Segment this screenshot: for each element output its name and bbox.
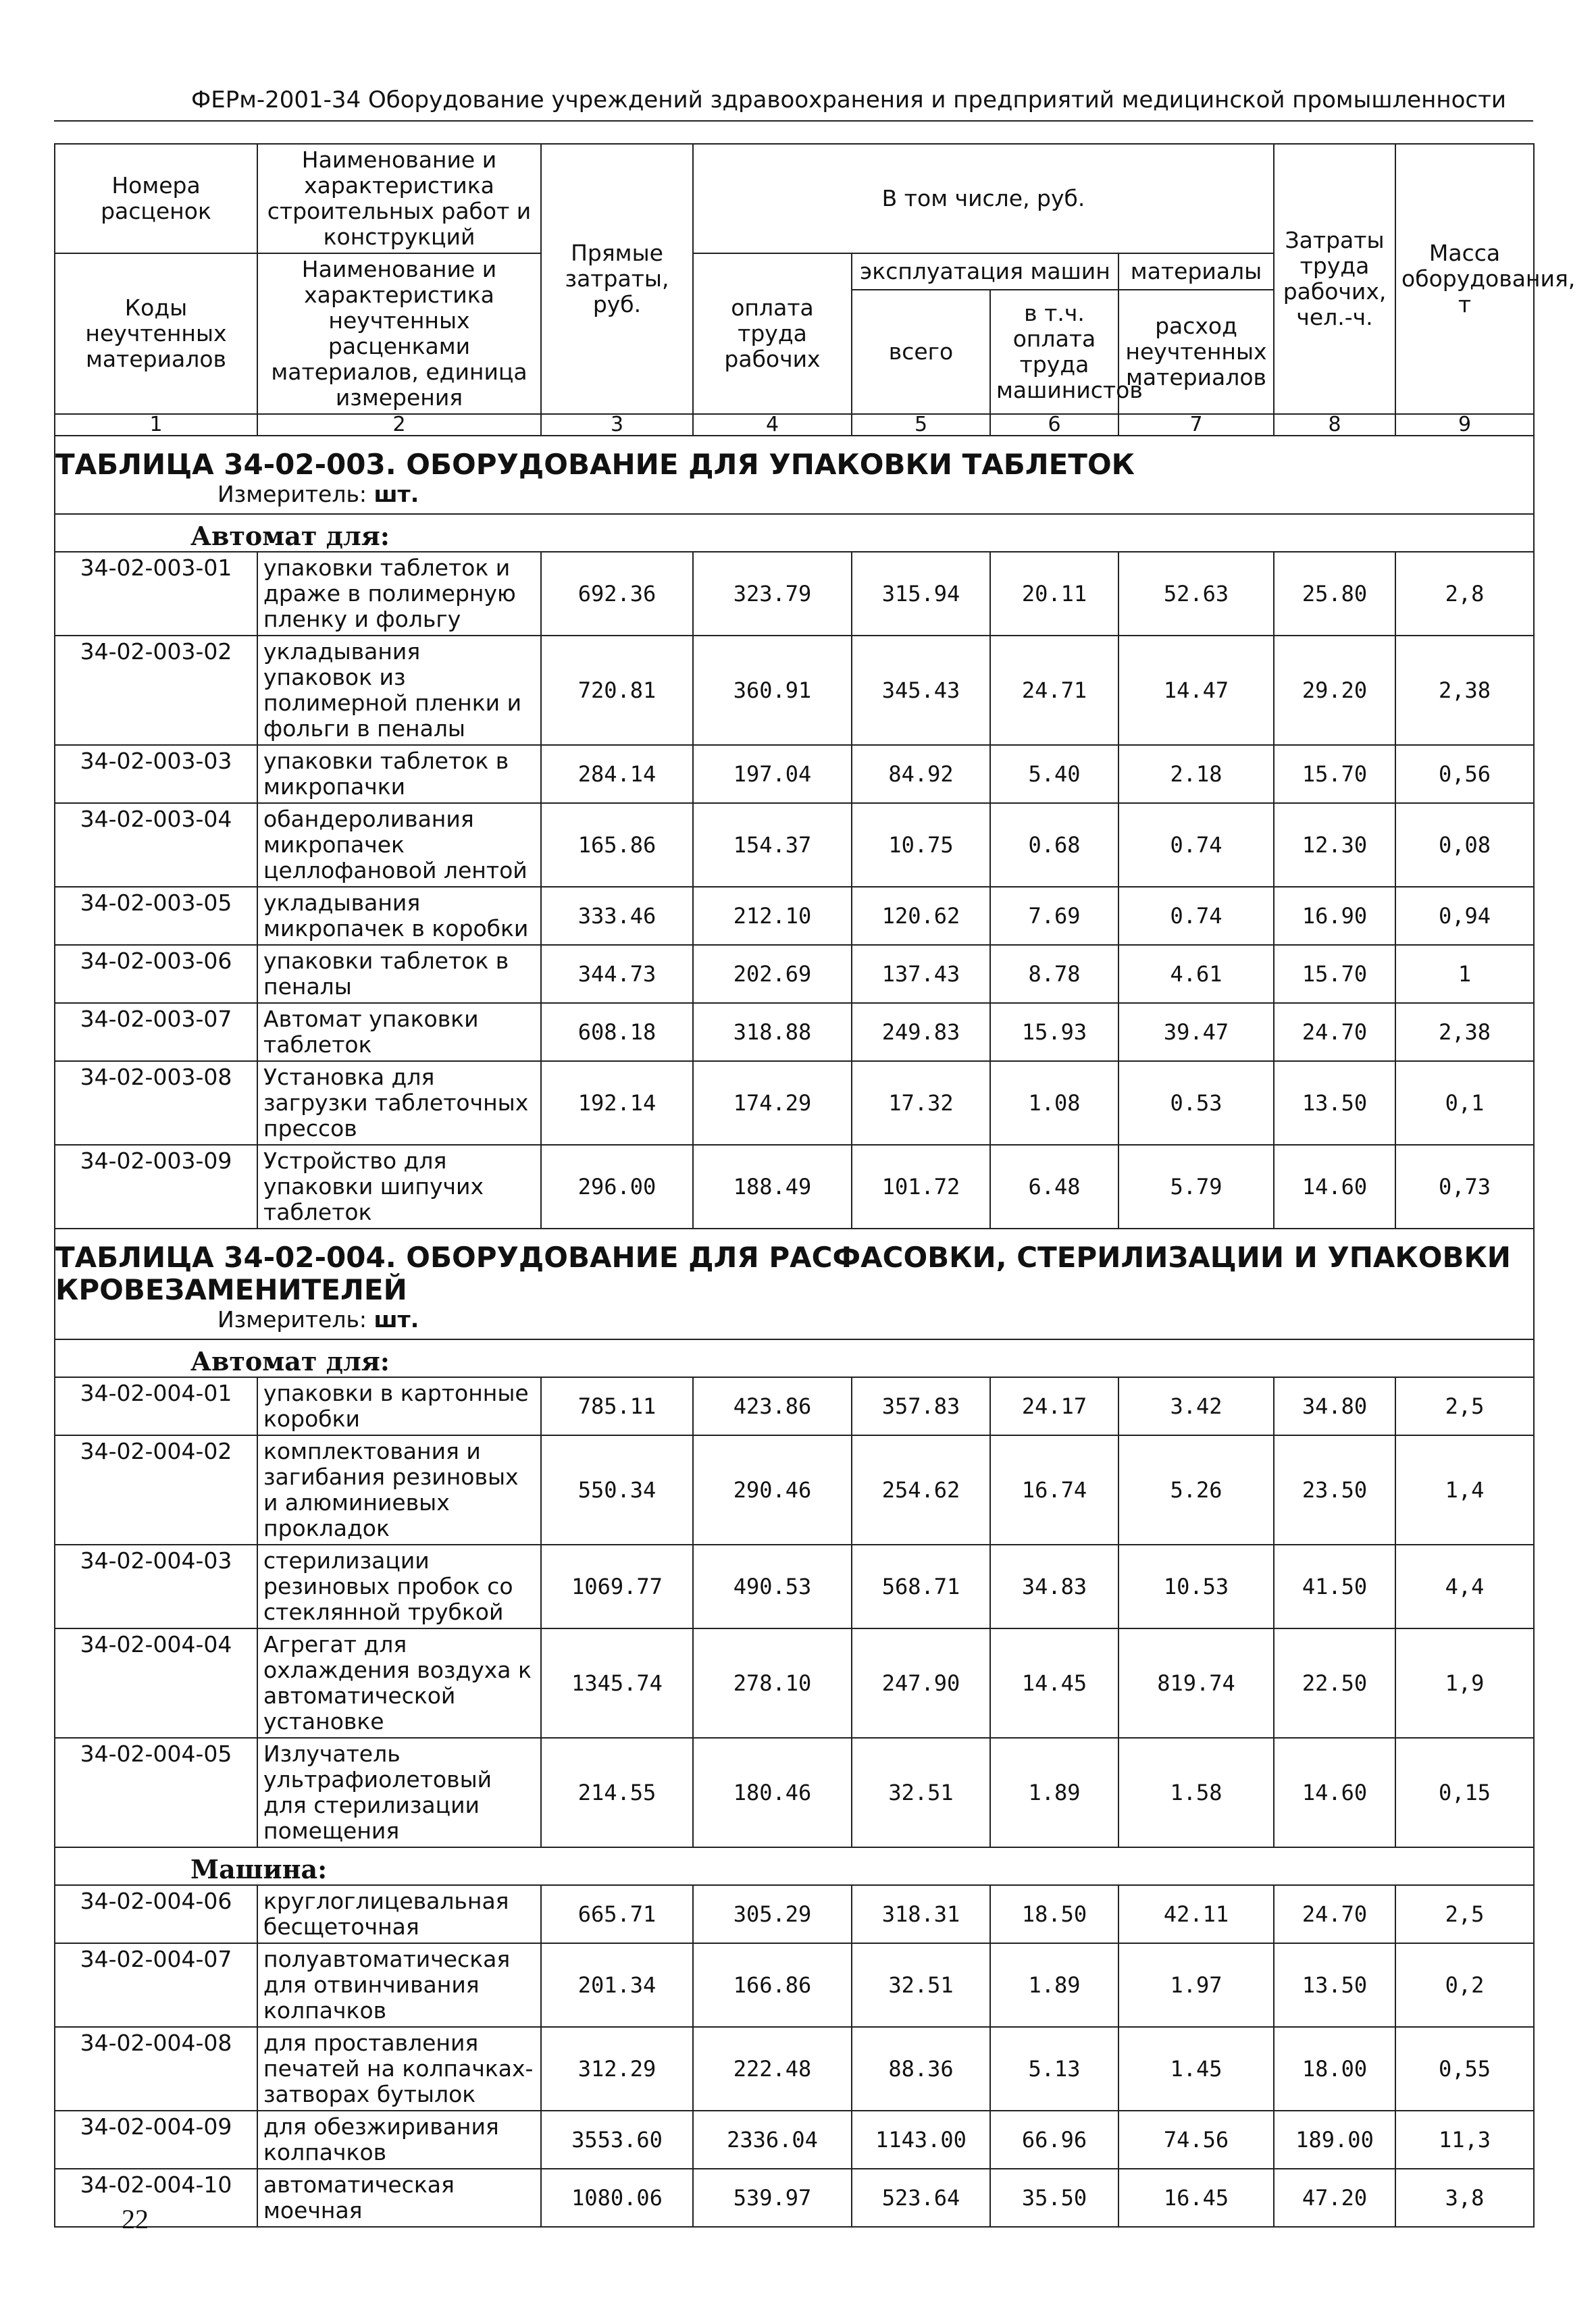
col4-header: оплата труда рабочих: [693, 253, 852, 414]
value-mach: 120.62: [852, 887, 990, 945]
value-mat: 819.74: [1118, 1628, 1274, 1738]
work-name: Автомат упаковки таблеток: [257, 1003, 541, 1061]
work-name: комплектования и загибания резиновых и алюминиевых прокладок: [257, 1435, 541, 1545]
work-name: Агрегат для охлаждения воздуха к автоматической установке: [257, 1628, 541, 1738]
table-row: [55, 1435, 1534, 1545]
col-number: 1: [55, 414, 257, 436]
value-mach-labor: 34.83: [990, 1545, 1118, 1628]
value-mach: 84.92: [852, 745, 990, 803]
value-mass: 2,8: [1395, 552, 1534, 636]
value-labor: 174.29: [693, 1061, 852, 1145]
value-hours: 16.90: [1274, 887, 1395, 945]
value-labor: 180.46: [693, 1738, 852, 1847]
value-mat: 5.26: [1118, 1435, 1274, 1545]
value-mach: 318.31: [852, 1885, 990, 1943]
value-mach-labor: 8.78: [990, 945, 1118, 1003]
table-row: [55, 1885, 1534, 1943]
value-mat: 4.61: [1118, 945, 1274, 1003]
unit-label: Измеритель:: [217, 481, 367, 507]
value-direct: 720.81: [541, 636, 693, 745]
value-mat: 5.79: [1118, 1145, 1274, 1229]
value-mach: 32.51: [852, 1943, 990, 2027]
value-hours: 13.50: [1274, 1061, 1395, 1145]
value-labor: 423.86: [693, 1377, 852, 1435]
col1-bottom-header: Коды неучтенных материалов: [55, 253, 257, 414]
value-mach: 10.75: [852, 803, 990, 887]
value-mass: 1,9: [1395, 1628, 1534, 1738]
col-number: 5: [852, 414, 990, 436]
col2-bottom-header: Наименование и характеристика неучтенных расценками материалов, единица измерения: [257, 253, 541, 414]
value-direct: 785.11: [541, 1377, 693, 1435]
work-name: Установка для загрузки таблеточных прессов: [257, 1061, 541, 1145]
value-mach-labor: 5.40: [990, 745, 1118, 803]
value-mach-labor: 15.93: [990, 1003, 1118, 1061]
col5-header: всего: [852, 290, 990, 414]
rates-table: [54, 143, 1576, 2228]
col-number: 6: [990, 414, 1118, 436]
value-mat: 42.11: [1118, 1885, 1274, 1943]
value-direct: 608.18: [541, 1003, 693, 1061]
value-mach-labor: 16.74: [990, 1435, 1118, 1545]
col7-header: расход неучтенных материалов: [1118, 290, 1274, 414]
value-direct: 192.14: [541, 1061, 693, 1145]
work-name: круглоглицевальная бесщеточная: [257, 1885, 541, 1943]
table-row: [55, 2027, 1534, 2111]
col-number: 9: [1395, 414, 1534, 436]
unit-value: шт.: [374, 481, 419, 507]
group-label: Автомат для:: [55, 1339, 1534, 1377]
value-mat: 0.74: [1118, 887, 1274, 945]
value-mach: 254.62: [852, 1435, 990, 1545]
value-mass: 0,94: [1395, 887, 1534, 945]
rate-code: 34-02-004-04: [55, 1628, 257, 1738]
value-labor: 166.86: [693, 1943, 852, 2027]
work-name: Излучатель ультрафиолетовый для стерилизации помещения: [257, 1738, 541, 1847]
value-mat: 52.63: [1118, 552, 1274, 636]
work-name: упаковки таблеток и драже в полимерную пленку и фольгу: [257, 552, 541, 636]
value-mach-labor: 18.50: [990, 1885, 1118, 1943]
value-mat: 1.58: [1118, 1738, 1274, 1847]
value-mat: 74.56: [1118, 2111, 1274, 2169]
col-number: 3: [541, 414, 693, 436]
value-mach: 357.83: [852, 1377, 990, 1435]
rate-code: 34-02-004-07: [55, 1943, 257, 2027]
col8-header: Затраты труда рабочих, чел.-ч.: [1274, 144, 1395, 414]
rate-code: 34-02-004-05: [55, 1738, 257, 1847]
value-hours: 24.70: [1274, 1003, 1395, 1061]
value-labor: 305.29: [693, 1885, 852, 1943]
value-mat: 1.45: [1118, 2027, 1274, 2111]
section-title-cell: [55, 436, 1534, 514]
work-name: укладывания упаковок из полимерной пленки и фольги в пеналы: [257, 636, 541, 745]
value-mach: 249.83: [852, 1003, 990, 1061]
value-direct: 214.55: [541, 1738, 693, 1847]
col-number: 2: [257, 414, 541, 436]
work-name: упаковки таблеток в пеналы: [257, 945, 541, 1003]
table-row: [55, 1145, 1534, 1229]
value-mat: 0.53: [1118, 1061, 1274, 1145]
table-row: [55, 803, 1534, 887]
value-direct: 692.36: [541, 552, 693, 636]
work-name: Устройство для упаковки шипучих таблеток: [257, 1145, 541, 1229]
table-row: [55, 2169, 1534, 2227]
value-labor: 197.04: [693, 745, 852, 803]
rate-code: 34-02-004-10: [55, 2169, 257, 2227]
value-mass: 2,5: [1395, 1377, 1534, 1435]
col-number: 7: [1118, 414, 1274, 436]
value-mat: 39.47: [1118, 1003, 1274, 1061]
value-labor: 212.10: [693, 887, 852, 945]
running-header: [54, 86, 1533, 122]
rate-code: 34-02-003-06: [55, 945, 257, 1003]
in-total-header: В том числе, руб.: [693, 144, 1274, 253]
value-mass: 4,4: [1395, 1545, 1534, 1628]
value-mach-labor: 35.50: [990, 2169, 1118, 2227]
value-mach: 523.64: [852, 2169, 990, 2227]
value-mach-labor: 20.11: [990, 552, 1118, 636]
value-direct: 312.29: [541, 2027, 693, 2111]
unit-line: [55, 1306, 1533, 1339]
value-hours: 24.70: [1274, 1885, 1395, 1943]
value-hours: 47.20: [1274, 2169, 1395, 2227]
value-mass: 1: [1395, 945, 1534, 1003]
column-numbers-row: [55, 414, 1534, 436]
rate-code: 34-02-004-02: [55, 1435, 257, 1545]
value-mass: 2,38: [1395, 1003, 1534, 1061]
group-row: [55, 1847, 1534, 1885]
section-title: ТАБЛИЦА 34-02-003. ОБОРУДОВАНИЕ ДЛЯ УПАКОВКИ ТАБЛЕТОК: [55, 448, 1135, 481]
value-hours: 189.00: [1274, 2111, 1395, 2169]
value-direct: 1345.74: [541, 1628, 693, 1738]
value-hours: 29.20: [1274, 636, 1395, 745]
col6-header: в т.ч. оплата труда машинистов: [990, 290, 1118, 414]
value-labor: 323.79: [693, 552, 852, 636]
value-mass: 0,56: [1395, 745, 1534, 803]
value-hours: 14.60: [1274, 1145, 1395, 1229]
col3-header: Прямые затраты, руб.: [541, 144, 693, 414]
rate-code: 34-02-003-02: [55, 636, 257, 745]
value-direct: 333.46: [541, 887, 693, 945]
value-mach-labor: 1.08: [990, 1061, 1118, 1145]
value-direct: 1080.06: [541, 2169, 693, 2227]
value-mach: 345.43: [852, 636, 990, 745]
value-labor: 318.88: [693, 1003, 852, 1061]
work-name: упаковки в картонные коробки: [257, 1377, 541, 1435]
value-direct: 550.34: [541, 1435, 693, 1545]
value-mach-labor: 1.89: [990, 1738, 1118, 1847]
value-labor: 154.37: [693, 803, 852, 887]
group-row: [55, 514, 1534, 552]
unit-label: Измеритель:: [217, 1306, 367, 1333]
value-labor: 360.91: [693, 636, 852, 745]
value-hours: 12.30: [1274, 803, 1395, 887]
value-mat: 2.18: [1118, 745, 1274, 803]
rate-code: 34-02-004-09: [55, 2111, 257, 2169]
value-mass: 2,38: [1395, 636, 1534, 745]
value-mass: 0,08: [1395, 803, 1534, 887]
rate-code: 34-02-004-06: [55, 1885, 257, 1943]
value-labor: 539.97: [693, 2169, 852, 2227]
page-number: 22: [122, 2204, 149, 2234]
rate-code: 34-02-003-09: [55, 1145, 257, 1229]
table-row: [55, 1628, 1534, 1738]
table-row: [55, 745, 1534, 803]
unit-value: шт.: [374, 1306, 419, 1333]
value-hours: 15.70: [1274, 945, 1395, 1003]
value-mass: 0,1: [1395, 1061, 1534, 1145]
value-labor: 222.48: [693, 2027, 852, 2111]
section-title-cell: [55, 1229, 1534, 1339]
value-direct: 201.34: [541, 1943, 693, 2027]
value-mach: 32.51: [852, 1738, 990, 1847]
table-row: [55, 1943, 1534, 2027]
value-mach: 88.36: [852, 2027, 990, 2111]
value-direct: 1069.77: [541, 1545, 693, 1628]
col-number: 4: [693, 414, 852, 436]
group-label: Автомат для:: [55, 514, 1534, 552]
value-mach: 17.32: [852, 1061, 990, 1145]
value-mach-labor: 6.48: [990, 1145, 1118, 1229]
value-labor: 188.49: [693, 1145, 852, 1229]
value-mach: 137.43: [852, 945, 990, 1003]
value-hours: 23.50: [1274, 1435, 1395, 1545]
value-hours: 15.70: [1274, 745, 1395, 803]
value-mat: 16.45: [1118, 2169, 1274, 2227]
table-row: [55, 552, 1534, 636]
col-number: 8: [1274, 414, 1395, 436]
value-hours: 13.50: [1274, 1943, 1395, 2027]
value-direct: 344.73: [541, 945, 693, 1003]
value-mach: 315.94: [852, 552, 990, 636]
table-row: [55, 2111, 1534, 2169]
value-labor: 490.53: [693, 1545, 852, 1628]
value-mach: 247.90: [852, 1628, 990, 1738]
value-mach-labor: 24.17: [990, 1377, 1118, 1435]
work-name: обандероливания микропачек целлофановой лентой: [257, 803, 541, 887]
value-direct: 284.14: [541, 745, 693, 803]
value-mach-labor: 66.96: [990, 2111, 1118, 2169]
value-hours: 14.60: [1274, 1738, 1395, 1847]
work-name: полуавтоматическая для отвинчивания колпачков: [257, 1943, 541, 2027]
value-mach: 1143.00: [852, 2111, 990, 2169]
value-labor: 202.69: [693, 945, 852, 1003]
value-labor: 290.46: [693, 1435, 852, 1545]
value-mass: 11,3: [1395, 2111, 1534, 2169]
value-mat: 1.97: [1118, 1943, 1274, 2027]
value-labor: 278.10: [693, 1628, 852, 1738]
rate-code: 34-02-004-03: [55, 1545, 257, 1628]
work-name: стерилизации резиновых пробок со стеклянной трубкой: [257, 1545, 541, 1628]
section-title-row: [55, 436, 1534, 514]
group-row: [55, 1339, 1534, 1377]
value-direct: 665.71: [541, 1885, 693, 1943]
rate-code: 34-02-003-03: [55, 745, 257, 803]
rate-code: 34-02-003-01: [55, 552, 257, 636]
work-name: автоматическая моечная: [257, 2169, 541, 2227]
value-mach-labor: 14.45: [990, 1628, 1118, 1738]
section-title: ТАБЛИЦА 34-02-004. ОБОРУДОВАНИЕ ДЛЯ РАСФАСОВКИ, СТЕРИЛИЗАЦИИ И УПАКОВКИ КРОВЕЗАМЕНИТЕЛЕЙ: [55, 1241, 1511, 1306]
rate-code: 34-02-003-07: [55, 1003, 257, 1061]
value-mass: 1,4: [1395, 1435, 1534, 1545]
rate-code: 34-02-004-01: [55, 1377, 257, 1435]
table-row: [55, 1061, 1534, 1145]
value-direct: 296.00: [541, 1145, 693, 1229]
value-hours: 18.00: [1274, 2027, 1395, 2111]
value-mass: 0,15: [1395, 1738, 1534, 1847]
value-mass: 0,73: [1395, 1145, 1534, 1229]
value-mat: 3.42: [1118, 1377, 1274, 1435]
value-mach: 568.71: [852, 1545, 990, 1628]
value-mach: 101.72: [852, 1145, 990, 1229]
col9-header: Масса оборудования, т: [1395, 144, 1534, 414]
value-direct: 3553.60: [541, 2111, 693, 2169]
running-title: ФЕРм-2001-34 Оборудование учреждений здравоохранения и предприятий медицинской промышленности: [190, 86, 1506, 113]
value-hours: 25.80: [1274, 552, 1395, 636]
value-mat: 14.47: [1118, 636, 1274, 745]
table-row: [55, 887, 1534, 945]
value-direct: 165.86: [541, 803, 693, 887]
materials-header: материалы: [1118, 253, 1274, 290]
table-row: [55, 1003, 1534, 1061]
value-hours: 34.80: [1274, 1377, 1395, 1435]
work-name: укладывания микропачек в коробки: [257, 887, 541, 945]
value-mat: 10.53: [1118, 1545, 1274, 1628]
value-mach-labor: 5.13: [990, 2027, 1118, 2111]
value-mach-labor: 7.69: [990, 887, 1118, 945]
table-row: [55, 1377, 1534, 1435]
rate-code: 34-02-003-08: [55, 1061, 257, 1145]
unit-line: [55, 481, 1533, 513]
rate-code: 34-02-004-08: [55, 2027, 257, 2111]
col2-top-header: Наименование и характеристика строительных работ и конструкций: [257, 144, 541, 253]
work-name: для проставления печатей на колпачках-затворах бутылок: [257, 2027, 541, 2111]
table-row: [55, 1545, 1534, 1628]
value-labor: 2336.04: [693, 2111, 852, 2169]
section-title-row: [55, 1229, 1534, 1339]
value-mass: 0,2: [1395, 1943, 1534, 2027]
work-name: упаковки таблеток в микропачки: [257, 745, 541, 803]
value-mass: 2,5: [1395, 1885, 1534, 1943]
rate-code: 34-02-003-04: [55, 803, 257, 887]
value-hours: 22.50: [1274, 1628, 1395, 1738]
table-row: [55, 636, 1534, 745]
value-mach-labor: 1.89: [990, 1943, 1118, 2027]
value-mat: 0.74: [1118, 803, 1274, 887]
table-row: [55, 945, 1534, 1003]
value-hours: 41.50: [1274, 1545, 1395, 1628]
col1-top-header: Номера расценок: [55, 144, 257, 253]
value-mach-labor: 0.68: [990, 803, 1118, 887]
value-mass: 3,8: [1395, 2169, 1534, 2227]
group-label: Машина:: [55, 1847, 1534, 1885]
rate-code: 34-02-003-05: [55, 887, 257, 945]
machines-header: эксплуатация машин: [852, 253, 1118, 290]
table-row: [55, 1738, 1534, 1847]
work-name: для обезжиривания колпачков: [257, 2111, 541, 2169]
value-mass: 0,55: [1395, 2027, 1534, 2111]
value-mach-labor: 24.71: [990, 636, 1118, 745]
